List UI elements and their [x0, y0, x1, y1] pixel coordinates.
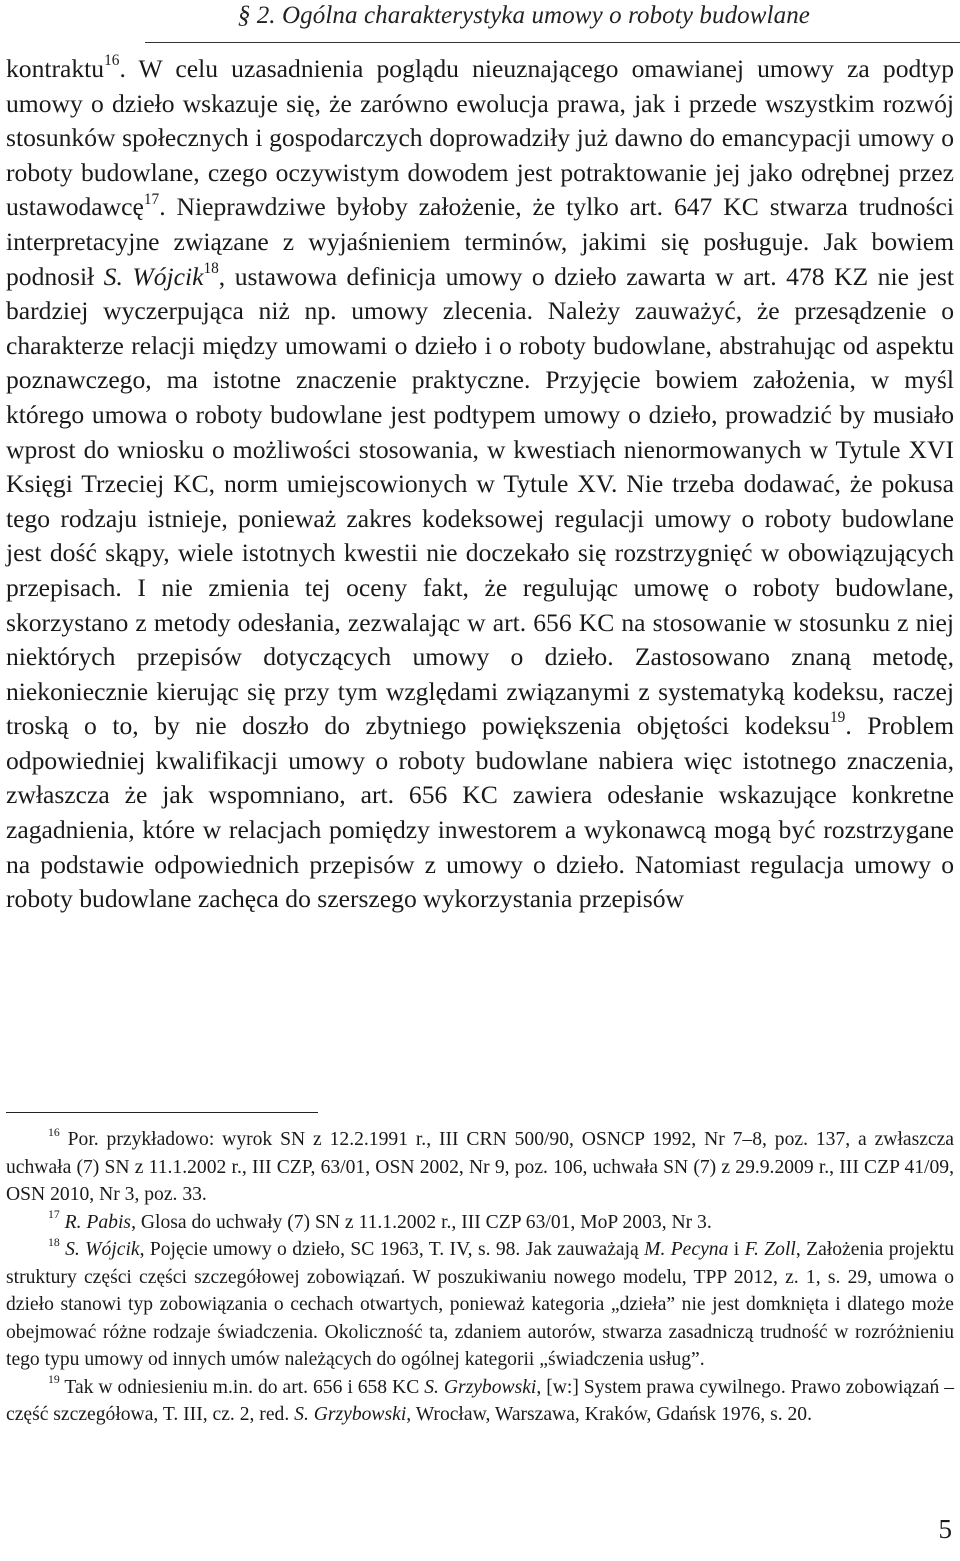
footnote-text: , Pojęcie umowy o dzieło, SC 1963, T. IV, s. 98. Jak zauważają	[139, 1239, 645, 1260]
body-text: , ustawowa definicja umowy o dzieło zawarta w art. 478 KZ nie jest bardziej wyczerpująca niż np. umowy zlecenia. Należy zauważyć, że przesądzenie o charakterze relacji między umowami o dzieło i o roboty budowlane, abstrahując od aspektu poznawczego, ma istotne znaczenie praktyczne. Przyjęcie bowiem założenia, w myśl którego umowa o roboty budowlane jest podtypem umowy o dzieło, prowadzić by musiało wprost do wniosku o możliwości stosowania, w kwestiach nienormowanych w Tytule XVI Księgi Trzeciej KC, norm umiejscowionych w Tytule XV. Nie trzeba dodawać, że pokusa tego rodzaju istnieje, ponieważ zakres kodeksowej regulacji umowy o roboty budowlane jest dość skąpy, wiele istotnych kwestii nie doczekało się rozstrzygnięć w obowiązujących przepisach. I nie zmienia tej oceny fakt, że regulując umowę o roboty budowlane, skorzystano z metody odesłania, zezwalając w art. 656 KC na stosowanie w stosunku z niej niektórych przepisów dotyczących umowy o dzieło. Zastosowano znaną metodę, niekoniecznie kierując się przy tym względami związanymi z systematyką kodeksu, raczej troską o to, by nie doszło do zbytniego powiększenia objętości kodeksu	[6, 261, 954, 741]
footnote-18	[6, 1236, 954, 1374]
body-paragraph	[6, 52, 954, 917]
page-number: 5	[938, 1514, 952, 1544]
footnote-19	[6, 1374, 954, 1429]
author-name: M. Pecyna	[644, 1239, 729, 1260]
footnote-ref-18[interactable]: 18	[203, 259, 219, 277]
author-name: R. Pabis	[64, 1211, 132, 1233]
body-text: . W celu uzasadnienia poglądu nieuznającego omawianej umowy za podtyp umowy o dzieło wskazuje się, że zarówno ewolucja prawa, jak i przede wszystkim rozwój stosunków społecznych i gospodarczych doprowadziły już dawno do emancypacji umowy o roboty budowlane, czego oczywistym dowodem jest potraktowanie jej jako odrębnej przez ustawodawcę	[6, 54, 954, 222]
footnote-number: 16	[48, 1125, 60, 1139]
footnote-number: 19	[48, 1373, 60, 1387]
footnote-rule	[6, 1112, 318, 1113]
footnote-ref-17[interactable]: 17	[143, 190, 160, 208]
footnote-text: , Założenia projektu struktury części części szczegółowej zobowiązań. W poszukiwaniu nowego modelu, TPP 2012, z. 1, s. 29, umowa o dzieło stanowi typ zobowiązania o cechach otwartych, ponieważ kategoria „dzieła” nie jest domknięta i dlatego może obejmować różne rodzaje świadczenia. Okoliczność ta, zdaniem autorów, stwarza zasadniczą trudność w rozróżnieniu tego typu umowy od innych umów należących do ogólnej kategorii „świadczenia usług”.	[6, 1239, 955, 1370]
footnote-number: 17	[48, 1208, 60, 1222]
footnote-text: , [w:] System prawa cywilnego. Prawo zobowiązań – część szczegółowa, T. III, cz. 2, red.	[6, 1376, 955, 1425]
header-rule	[145, 42, 960, 43]
author-name: S. Wójcik	[65, 1239, 140, 1260]
running-header: § 2. Ogólna charakterystyka umowy o roboty budowlane	[237, 2, 810, 29]
body-text: kontraktu	[6, 54, 105, 83]
footnote-16	[6, 1126, 954, 1209]
footnote-text: , Wrocław, Warszawa, Kraków, Gdańsk 1976, s. 20.	[406, 1404, 813, 1425]
author-name: S. Grzybowski	[294, 1404, 407, 1425]
main-text	[6, 52, 954, 917]
footnote-text: Tak w odniesieniu m.in. do art. 656 i 658 KC	[64, 1376, 425, 1398]
body-text: . Problem odpowiedniej kwalifikacji umowy o roboty budowlane nabiera więc istotnego znaczenia, zwłaszcza że jak wspomniano, art. 656 KC zawiera odesłanie wskazujące konkretne zagadnienia, które w relacjach pomiędzy inwestorem a wykonawcą mogą być rozstrzygane na podstawie odpowiednich przepisów z umowy o dzieło. Natomiast regulacja umowy o roboty budowlane zachęca do szerszego wykorzystania przepisów	[6, 711, 954, 914]
author-name: S. Grzybowski	[424, 1376, 537, 1398]
footnote-17	[6, 1209, 954, 1237]
footnote-text: , Glosa do uchwały (7) SN z 11.1.2002 r., III CZP 63/01, MoP 2003, Nr 3.	[131, 1211, 712, 1233]
footnote-number: 18	[48, 1235, 60, 1249]
footnote-text: Por. przykładowo: wyrok SN z 12.2.1991 r., III CRN 500/90, OSNCP 1992, Nr 7–8, poz. 137, a zwłaszcza uchwała (7) SN z 11.1.2002 r., III CZP, 63/01, OSN 2002, Nr 9, poz. 106, uchwała SN (7) z 29.9.2009 r., III CZP 41/09, OSN 2010, Nr 3, poz. 33.	[6, 1129, 955, 1205]
author-name: F. Zoll	[744, 1239, 796, 1260]
footnote-ref-19[interactable]: 19	[829, 709, 846, 727]
author-name: S. Wójcik	[103, 261, 204, 291]
footnote-ref-16[interactable]: 16	[104, 52, 120, 70]
footnote-text: i	[728, 1239, 745, 1260]
footnotes	[6, 1126, 954, 1429]
body-text: . Nieprawdziwe byłoby założenie, że tylko art. 647 KC stwarza trudności interpretacyjne związane z wyjaśnieniem terminów, jakimi się posługuje. Jak bowiem podnosił	[6, 192, 954, 291]
